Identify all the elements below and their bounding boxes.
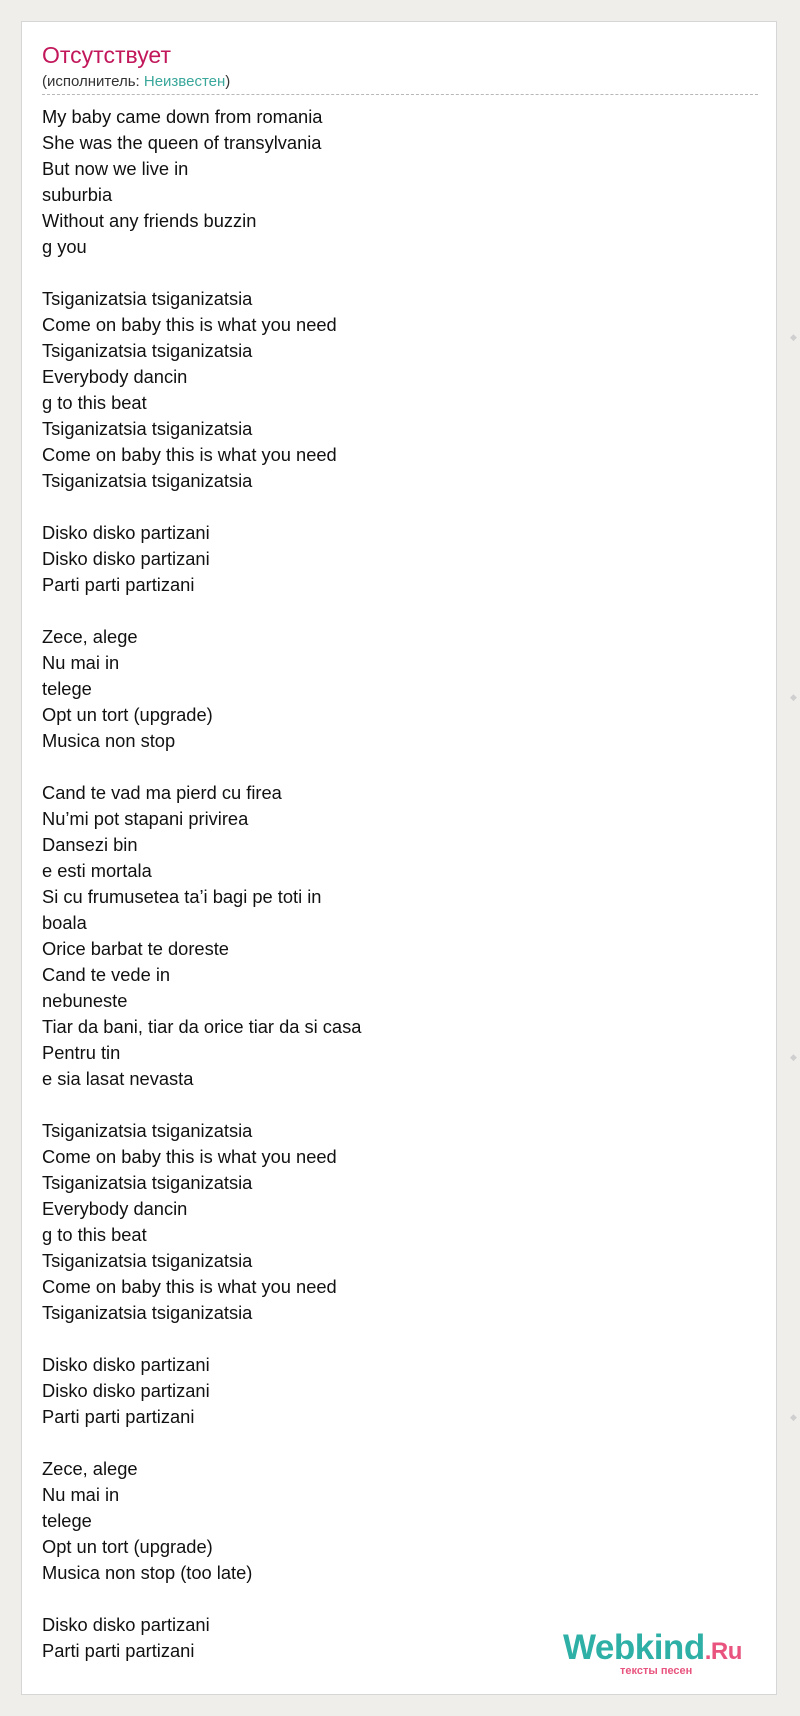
lyric-line: Disko disko partizani <box>42 1380 210 1401</box>
lyric-line: Tsiganizatsia tsiganizatsia <box>42 340 253 361</box>
lyric-line: Tsiganizatsia tsiganizatsia <box>42 1172 253 1193</box>
lyric-line: Tiar da bani, tiar da orice tiar da si casa <box>42 1016 362 1037</box>
lyric-line: Tsiganizatsia tsiganizatsia <box>42 1302 253 1323</box>
lyrics-card <box>21 21 777 1695</box>
decorative-mark: ◆ <box>790 1052 797 1062</box>
lyric-line <box>42 754 742 780</box>
lyric-line: Disko disko partizani <box>42 548 210 569</box>
lyric-line: Disko disko partizani <box>42 1614 210 1635</box>
lyric-line: boala <box>42 912 87 933</box>
webkind-logo[interactable] <box>563 1628 742 1668</box>
lyric-line: Orice barbat te doreste <box>42 938 229 959</box>
lyric-line: Opt un tort (upgrade) <box>42 1536 213 1557</box>
lyric-line: Cand te vede in <box>42 964 171 985</box>
lyric-line: Disko disko partizani <box>42 1354 210 1375</box>
lyric-line: Dansezi bin <box>42 834 138 855</box>
logo-tagline: тексты песен <box>620 1665 693 1677</box>
lyric-line: Nu’mi pot stapani privirea <box>42 808 249 829</box>
lyric-line <box>42 260 742 286</box>
lyric-line <box>42 598 742 624</box>
lyric-line: Come on baby this is what you need <box>42 1146 337 1167</box>
lyrics-text <box>42 104 742 1664</box>
lyric-line: Come on baby this is what you need <box>42 314 337 335</box>
lyric-line: Musica non stop <box>42 730 176 751</box>
lyric-line: Tsiganizatsia tsiganizatsia <box>42 418 253 439</box>
lyric-line: Parti parti partizani <box>42 574 195 595</box>
logo-brand: Webkind <box>563 1628 705 1667</box>
lyric-line: Tsiganizatsia tsiganizatsia <box>42 288 253 309</box>
lyric-line: Nu mai in <box>42 1484 120 1505</box>
lyric-line: nebuneste <box>42 990 128 1011</box>
decorative-mark: ◆ <box>790 692 797 702</box>
lyric-line: Opt un tort (upgrade) <box>42 704 213 725</box>
lyric-line: Tsiganizatsia tsiganizatsia <box>42 470 253 491</box>
lyric-line: Nu mai in <box>42 652 120 673</box>
lyric-line <box>42 1430 742 1456</box>
decorative-mark: ◆ <box>790 1412 797 1422</box>
lyric-line: Tsiganizatsia tsiganizatsia <box>42 1120 253 1141</box>
lyric-line: Come on baby this is what you need <box>42 444 337 465</box>
lyric-line: Disko disko partizani <box>42 522 210 543</box>
song-title: Отсутствует <box>42 42 171 68</box>
lyric-line: g to this beat <box>42 392 147 413</box>
lyric-line <box>42 1586 742 1612</box>
lyric-line: Parti parti partizani <box>42 1640 195 1661</box>
lyric-line <box>42 1326 742 1352</box>
lyric-line: e sia lasat nevasta <box>42 1068 194 1089</box>
lyric-line: Si cu frumusetea ta’i bagi pe toti in <box>42 886 322 907</box>
lyric-line: Zece, alege <box>42 626 138 647</box>
lyric-line: telege <box>42 1510 92 1531</box>
lyric-line: Zece, alege <box>42 1458 138 1479</box>
lyric-line: Musica non stop (too late) <box>42 1562 253 1583</box>
lyric-line: e esti mortala <box>42 860 152 881</box>
logo-tld: .Ru <box>704 1638 742 1665</box>
performer-line <box>42 73 758 95</box>
lyric-line: Tsiganizatsia tsiganizatsia <box>42 1250 253 1271</box>
lyric-line: Pentru tin <box>42 1042 121 1063</box>
lyric-line: Cand te vad ma pierd cu firea <box>42 782 282 803</box>
lyric-line <box>42 1092 742 1118</box>
lyric-line: Come on baby this is what you need <box>42 1276 337 1297</box>
lyric-line <box>42 494 742 520</box>
lyric-line: telege <box>42 678 92 699</box>
lyric-line: Without any friends buzzin <box>42 210 257 231</box>
performer-link[interactable]: Неизвестен <box>143 73 226 90</box>
lyric-line: Everybody dancin <box>42 1198 188 1219</box>
lyric-line: g to this beat <box>42 1224 147 1245</box>
lyric-line: My baby came down from romania <box>42 106 323 127</box>
lyric-line: Parti parti partizani <box>42 1406 195 1427</box>
performer-suffix: ) <box>225 73 231 90</box>
lyric-line: suburbia <box>42 184 113 205</box>
performer-prefix: (исполнитель: <box>42 73 144 90</box>
lyric-line: She was the queen of transylvania <box>42 132 322 153</box>
decorative-mark: ◆ <box>790 332 797 342</box>
lyric-line: But now we live in <box>42 158 189 179</box>
lyric-line: g you <box>42 236 87 257</box>
lyric-line: Everybody dancin <box>42 366 188 387</box>
